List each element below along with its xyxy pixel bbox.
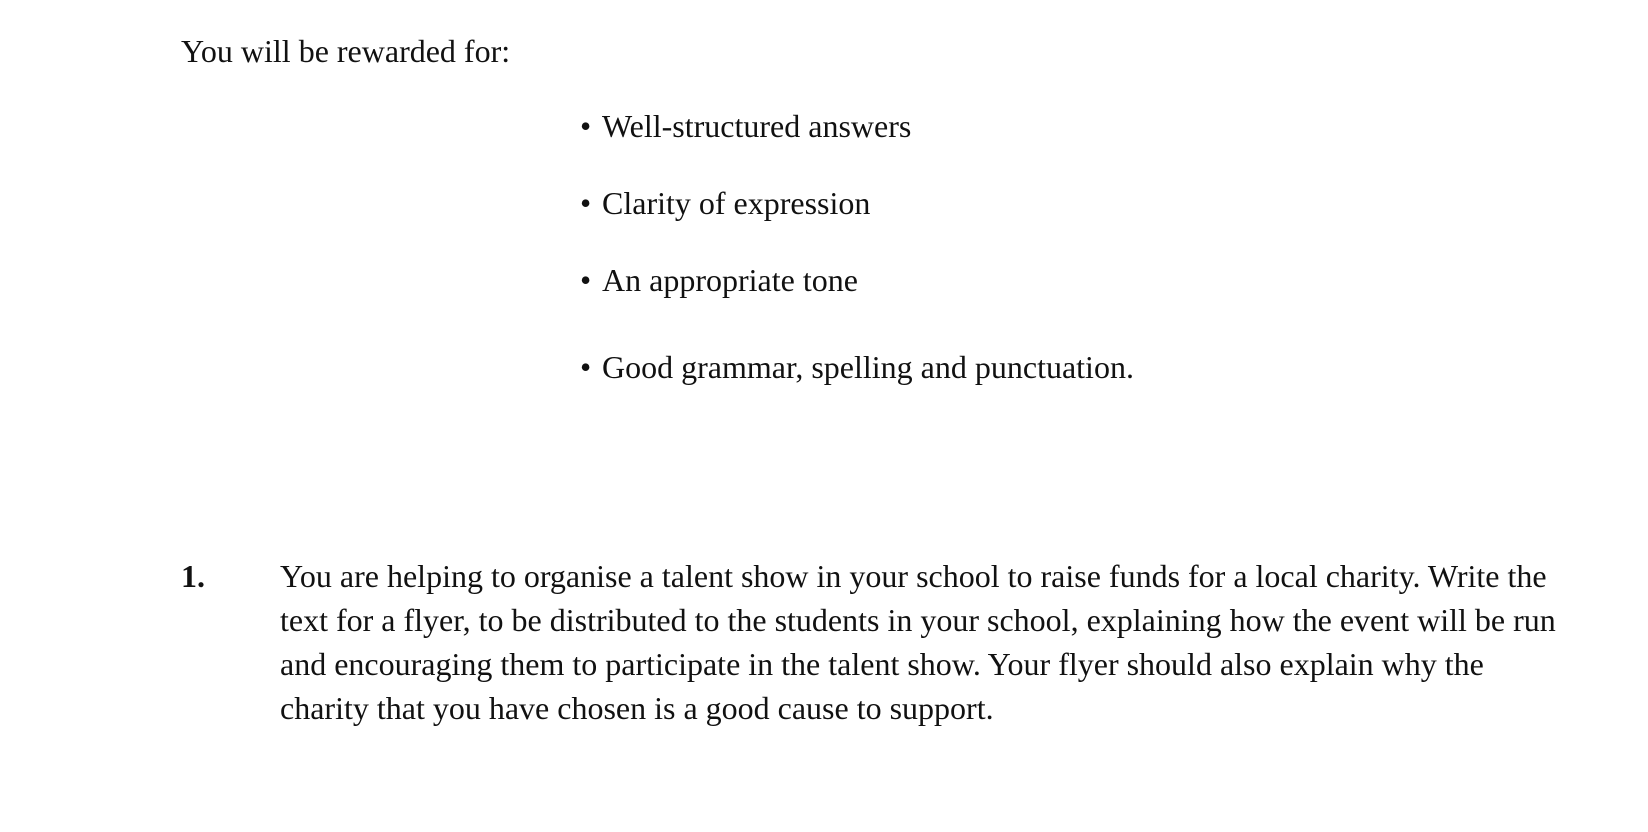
bullet-icon: • <box>580 108 592 144</box>
criteria-item-label: An appropriate tone <box>602 262 858 298</box>
criteria-item-label: Clarity of expression <box>602 185 871 221</box>
bullet-icon: • <box>580 349 592 385</box>
bullet-icon: • <box>580 262 592 298</box>
criteria-item <box>580 260 858 300</box>
criteria-item <box>580 347 1134 387</box>
criteria-item <box>580 106 911 146</box>
criteria-item-label: Well-structured answers <box>602 108 912 144</box>
question-text: You are helping to organise a talent show in your school to raise funds for a local charity. Write the text for a flyer, to be distributed to the students in your school, explaining how the event will be run and encouraging them to participate in the talent show. Your flyer should also explain why the charity that you have chosen is a good cause to support. <box>280 558 1556 726</box>
criteria-item-label: Good grammar, spelling and punctuation. <box>602 349 1134 385</box>
rewarded-for-heading: You will be rewarded for: <box>181 33 511 69</box>
question-number: 1. <box>181 558 205 594</box>
bullet-icon: • <box>580 185 592 221</box>
criteria-item <box>580 183 870 223</box>
